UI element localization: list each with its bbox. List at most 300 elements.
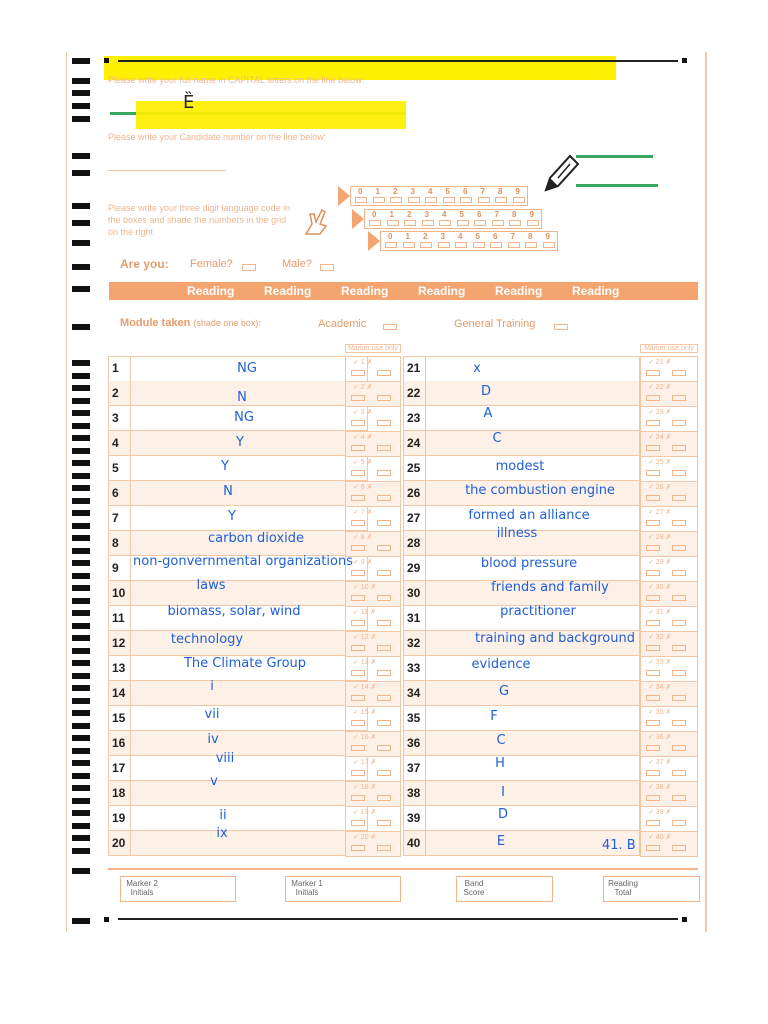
lang-digit[interactable]: 7 xyxy=(480,187,485,196)
marker-use-right: Marker use only xyxy=(640,344,698,353)
marker-tick-box[interactable] xyxy=(351,370,365,376)
question-number: 19 xyxy=(112,811,126,825)
lang-digit-box[interactable] xyxy=(373,197,385,203)
reading-total-label: Reading Total xyxy=(608,879,638,897)
answer-text[interactable]: formed an alliance xyxy=(468,508,590,523)
marker-tick-box[interactable] xyxy=(351,445,365,451)
number-divider xyxy=(425,506,426,531)
answer-text[interactable]: non-gonvernmental organizations xyxy=(133,554,353,569)
timing-mark xyxy=(72,324,90,330)
question-number: 13 xyxy=(112,661,126,675)
marker-cross-box[interactable] xyxy=(377,695,391,701)
marker-cross-box[interactable] xyxy=(672,545,686,551)
lang-digit-box[interactable] xyxy=(408,197,420,203)
answer-text[interactable]: blood pressure xyxy=(480,556,578,571)
answer-row-18 xyxy=(108,781,368,806)
marker-cross-box[interactable] xyxy=(672,645,686,651)
marker-cross-box[interactable] xyxy=(377,495,391,501)
marker-cross-box[interactable] xyxy=(672,445,686,451)
lang-digit-box[interactable] xyxy=(490,242,502,248)
marker-tick-box[interactable] xyxy=(646,670,660,676)
answer-text[interactable]: illness xyxy=(496,526,538,541)
lang-digit-box[interactable] xyxy=(438,242,450,248)
band-score-label: Band Score xyxy=(463,879,485,897)
lang-digit-box[interactable] xyxy=(543,242,555,248)
marker-tick-box[interactable] xyxy=(646,845,660,851)
marker-cell-label: ✓ 6 ✗ xyxy=(353,484,373,491)
marker-tick-box[interactable] xyxy=(351,820,365,826)
marker-cross-box[interactable] xyxy=(672,395,686,401)
marker-tick-box[interactable] xyxy=(646,820,660,826)
question-number: 28 xyxy=(407,536,421,550)
question-number: 20 xyxy=(112,836,126,850)
lang-digit[interactable]: 9 xyxy=(529,210,534,219)
lang-digit[interactable]: 6 xyxy=(493,232,498,241)
lang-digit-box[interactable] xyxy=(525,242,537,248)
number-divider xyxy=(425,681,426,706)
marker-cross-box[interactable] xyxy=(377,570,391,576)
marker-cross-box[interactable] xyxy=(672,670,686,676)
marker-tick-box[interactable] xyxy=(646,620,660,626)
timing-mark xyxy=(72,868,90,874)
number-divider xyxy=(130,531,131,556)
marker-tick-box[interactable] xyxy=(351,795,365,801)
marker-cross-box[interactable] xyxy=(672,470,686,476)
candidate-line xyxy=(108,170,226,171)
answer-text[interactable]: evidence xyxy=(471,657,531,672)
answer-text[interactable]: D xyxy=(480,384,492,399)
marker-cross-box[interactable] xyxy=(672,820,686,826)
lang-digit-box[interactable] xyxy=(369,220,381,226)
question-number: 35 xyxy=(407,711,421,725)
number-divider xyxy=(130,756,131,781)
timing-mark xyxy=(72,548,90,554)
number-divider xyxy=(425,581,426,606)
marker-cell-label: ✓ 1 ✗ xyxy=(353,359,373,366)
marker-tick-box[interactable] xyxy=(646,595,660,601)
question-number: 9 xyxy=(112,561,119,575)
answer-row-22 xyxy=(403,381,640,406)
marker-cross-box[interactable] xyxy=(672,770,686,776)
name-field-highlight xyxy=(136,101,406,129)
marker-cross-box[interactable] xyxy=(672,845,686,851)
answer-row-14 xyxy=(108,681,368,706)
page-border-right xyxy=(705,52,707,932)
marker-cross-box[interactable] xyxy=(377,470,391,476)
lang-digit-box[interactable] xyxy=(513,197,525,203)
marker-cell-label: ✓ 26 ✗ xyxy=(648,484,672,491)
general-training-label: General Training xyxy=(454,318,536,330)
lang-digit[interactable]: 2 xyxy=(423,232,428,241)
marker-tick-box[interactable] xyxy=(646,370,660,376)
marker-cell-label: ✓ 37 ✗ xyxy=(648,759,672,766)
academic-checkbox[interactable] xyxy=(383,324,397,330)
question-number: 23 xyxy=(407,411,421,425)
answer-text[interactable]: N xyxy=(223,484,233,499)
answer-text[interactable]: H xyxy=(495,756,505,771)
answer-text[interactable]: v xyxy=(210,774,218,789)
lang-digit[interactable]: 0 xyxy=(358,187,363,196)
lang-digit-box[interactable] xyxy=(355,197,367,203)
timing-mark xyxy=(72,610,90,616)
lang-digit[interactable]: 1 xyxy=(389,210,394,219)
marker-cross-box[interactable] xyxy=(377,720,391,726)
question-number: 24 xyxy=(407,436,421,450)
timing-mark xyxy=(72,410,90,416)
marker-tick-box[interactable] xyxy=(646,470,660,476)
general-training-checkbox[interactable] xyxy=(554,324,568,330)
marker-cross-box[interactable] xyxy=(672,795,686,801)
lang-digit[interactable]: 5 xyxy=(475,232,480,241)
lang-digit-box[interactable] xyxy=(390,197,402,203)
timing-mark xyxy=(72,435,90,441)
lang-digit-box[interactable] xyxy=(439,220,451,226)
marker-cell-label: ✓ 13 ✗ xyxy=(353,659,377,666)
timing-mark xyxy=(72,264,90,270)
lang-digit[interactable]: 8 xyxy=(498,187,503,196)
marker-cross-box[interactable] xyxy=(672,720,686,726)
lang-digit[interactable]: 7 xyxy=(510,232,515,241)
answer-text[interactable]: vii xyxy=(204,707,220,722)
answer-text[interactable]: practitioner xyxy=(500,604,576,619)
number-divider xyxy=(425,381,426,406)
question-number: 6 xyxy=(112,486,119,500)
timing-mark xyxy=(72,448,90,454)
lang-digit[interactable]: 3 xyxy=(424,210,429,219)
lang-digit-box[interactable] xyxy=(404,220,416,226)
lang-digit[interactable]: 9 xyxy=(515,187,520,196)
marker-tick-box[interactable] xyxy=(646,395,660,401)
lang-digit-box[interactable] xyxy=(473,242,485,248)
timing-mark xyxy=(72,798,90,804)
answer-text[interactable]: viii xyxy=(215,751,235,766)
marker-cell-label: ✓ 9 ✗ xyxy=(353,559,373,566)
timing-mark xyxy=(72,785,90,791)
answer-text[interactable]: I xyxy=(501,785,505,800)
answer-text[interactable]: Y xyxy=(221,459,229,474)
lang-digit-box[interactable] xyxy=(508,242,520,248)
marker-cross-box[interactable] xyxy=(672,495,686,501)
marker-cell-label: ✓ 20 ✗ xyxy=(353,834,377,841)
marker-cross-box[interactable] xyxy=(672,370,686,376)
lang-digit[interactable]: 5 xyxy=(459,210,464,219)
marker-cross-box[interactable] xyxy=(377,770,391,776)
answer-text[interactable]: training and background xyxy=(475,631,635,646)
marker-tick-box[interactable] xyxy=(646,570,660,576)
marker-cross-box[interactable] xyxy=(377,745,391,751)
number-divider xyxy=(425,656,426,681)
name-mark: Ȅ xyxy=(183,92,195,113)
marker-cell-label: ✓ 4 ✗ xyxy=(353,434,373,441)
lang-digit-box[interactable] xyxy=(422,220,434,226)
marker-cross-box[interactable] xyxy=(672,595,686,601)
marker-cross-box[interactable] xyxy=(377,370,391,376)
marker-cell-label: ✓ 10 ✗ xyxy=(353,584,377,591)
timing-mark xyxy=(72,523,90,529)
marker-cross-box[interactable] xyxy=(377,670,391,676)
timing-mark xyxy=(72,170,90,176)
timing-mark xyxy=(72,835,90,841)
question-number: 37 xyxy=(407,761,421,775)
answer-text[interactable]: technology xyxy=(170,632,244,647)
number-divider xyxy=(425,756,426,781)
timing-mark xyxy=(72,848,90,854)
marker-cross-box[interactable] xyxy=(377,520,391,526)
timing-mark xyxy=(72,90,90,96)
marker-tick-box[interactable] xyxy=(351,695,365,701)
lang-digit-box[interactable] xyxy=(460,197,472,203)
answer-text[interactable]: modest xyxy=(495,459,545,474)
answer-text[interactable]: i xyxy=(210,679,214,694)
lang-digit[interactable]: 8 xyxy=(528,232,533,241)
lang-digit[interactable]: 4 xyxy=(458,232,463,241)
marker-cell-label: ✓ 40 ✗ xyxy=(648,834,672,841)
marker-tick-box[interactable] xyxy=(351,470,365,476)
marker-cross-box[interactable] xyxy=(672,570,686,576)
marker-tick-box[interactable] xyxy=(351,670,365,676)
lang-instruction: Please write your three digit language code in the boxes and shade the numbers in the grid on the right xyxy=(108,203,291,237)
marker-cell-label: ✓ 11 ✗ xyxy=(353,609,376,616)
marker-cross-box[interactable] xyxy=(377,845,391,851)
question-number: 25 xyxy=(407,461,421,475)
lang-digit[interactable]: 2 xyxy=(407,210,412,219)
marker-cell-label: ✓ 7 ✗ xyxy=(353,509,373,516)
answer-text[interactable]: NG xyxy=(234,410,254,425)
marker-tick-box[interactable] xyxy=(351,845,365,851)
marker-tick-box[interactable] xyxy=(646,420,660,426)
top-rule xyxy=(118,60,678,62)
number-divider xyxy=(425,631,426,656)
lang-digit[interactable]: 2 xyxy=(393,187,398,196)
male-checkbox[interactable] xyxy=(320,264,334,271)
answer-text[interactable]: N xyxy=(237,390,247,405)
marker-cross-box[interactable] xyxy=(377,545,391,551)
lang-digit-box[interactable] xyxy=(425,197,437,203)
marker-use-left: Marker use only xyxy=(345,344,401,353)
lang-digit-box[interactable] xyxy=(474,220,486,226)
banner-label: Reading xyxy=(187,284,235,298)
number-divider xyxy=(425,806,426,831)
marker-cross-box[interactable] xyxy=(377,795,391,801)
marker-cross-box[interactable] xyxy=(672,695,686,701)
marker-cell-label: ✓ 32 ✗ xyxy=(648,634,672,641)
answer-text[interactable]: NG xyxy=(237,361,257,376)
timing-mark xyxy=(72,535,90,541)
marker-tick-box[interactable] xyxy=(351,720,365,726)
marker-tick-box[interactable] xyxy=(646,695,660,701)
answer-text[interactable]: biomass, solar, wind xyxy=(167,604,301,619)
answer-text[interactable]: E xyxy=(496,834,506,849)
timing-mark xyxy=(72,710,90,716)
question-number: 1 xyxy=(112,361,119,375)
marker-cross-box[interactable] xyxy=(377,445,391,451)
marker-cell-label: ✓ 16 ✗ xyxy=(353,734,377,741)
female-label: Female? xyxy=(190,258,233,270)
lang-digit[interactable]: 1 xyxy=(375,187,380,196)
lang-digit[interactable]: 4 xyxy=(428,187,433,196)
number-divider xyxy=(425,706,426,731)
academic-label: Academic xyxy=(318,318,367,330)
lang-digit-box[interactable] xyxy=(527,220,539,226)
lang-digit[interactable]: 4 xyxy=(442,210,447,219)
marker-tick-box[interactable] xyxy=(351,645,365,651)
timing-mark xyxy=(72,748,90,754)
marker-cross-box[interactable] xyxy=(377,645,391,651)
timing-mark xyxy=(72,373,90,379)
question-number: 31 xyxy=(407,611,421,625)
lang-digit-box[interactable] xyxy=(387,220,399,226)
number-divider xyxy=(425,481,426,506)
marker-cross-box[interactable] xyxy=(377,620,391,626)
answer-text[interactable]: x xyxy=(473,361,481,376)
module-label-text: Module taken xyxy=(120,317,191,329)
corner-mark-bl xyxy=(104,917,109,922)
marker-tick-box[interactable] xyxy=(351,620,365,626)
lang-digit[interactable]: 0 xyxy=(372,210,377,219)
lang-digit-box[interactable] xyxy=(492,220,504,226)
answer-text[interactable]: Y xyxy=(228,509,236,524)
answer-row-6 xyxy=(108,481,368,506)
answer-text[interactable]: ii xyxy=(219,808,227,823)
marker-cell-label: ✓ 31 ✗ xyxy=(648,609,672,616)
answer-row-39 xyxy=(403,806,640,831)
answer-text[interactable]: C xyxy=(496,733,506,748)
timing-mark xyxy=(72,473,90,479)
number-divider xyxy=(130,381,131,406)
question-number: 15 xyxy=(112,711,126,725)
lang-digit-box[interactable] xyxy=(403,242,415,248)
marker-cross-box[interactable] xyxy=(377,420,391,426)
answer-text[interactable]: G xyxy=(498,684,510,699)
answer-text[interactable]: D xyxy=(497,807,509,822)
timing-mark xyxy=(72,773,90,779)
answer-text[interactable]: Y xyxy=(236,435,244,450)
marker-tick-box[interactable] xyxy=(351,395,365,401)
answer-row-21 xyxy=(403,356,640,382)
answer-text[interactable]: F xyxy=(490,709,498,724)
marker-tick-box[interactable] xyxy=(646,445,660,451)
number-divider xyxy=(425,831,426,856)
number-divider xyxy=(425,606,426,631)
marker-cross-box[interactable] xyxy=(672,745,686,751)
question-number: 30 xyxy=(407,586,421,600)
question-number: 12 xyxy=(112,636,126,650)
marker-cross-box[interactable] xyxy=(672,520,686,526)
number-divider xyxy=(130,706,131,731)
marker-tick-box[interactable] xyxy=(646,795,660,801)
question-number: 36 xyxy=(407,736,421,750)
question-number: 3 xyxy=(112,411,119,425)
answer-text[interactable]: C xyxy=(492,431,502,446)
timing-mark xyxy=(72,760,90,766)
marker-cross-box[interactable] xyxy=(377,820,391,826)
lang-digit-box[interactable] xyxy=(443,197,455,203)
marker-tick-box[interactable] xyxy=(351,520,365,526)
answer-text[interactable]: A xyxy=(483,406,493,421)
marker-tick-box[interactable] xyxy=(351,595,365,601)
marker-cell-label: ✓ 35 ✗ xyxy=(648,709,672,716)
lang-digit-box[interactable] xyxy=(385,242,397,248)
answer-row-20 xyxy=(108,831,368,856)
lang-digit-box[interactable] xyxy=(455,242,467,248)
marker-tick-box[interactable] xyxy=(646,545,660,551)
lang-digit[interactable]: 1 xyxy=(405,232,410,241)
page-border-left xyxy=(66,52,67,932)
answer-text[interactable]: laws xyxy=(196,578,226,593)
answer-row-7 xyxy=(108,506,368,531)
marker2-label: Marker 2 Initials xyxy=(126,879,158,897)
marker-tick-box[interactable] xyxy=(351,570,365,576)
question-number: 29 xyxy=(407,561,421,575)
answer-row-23 xyxy=(403,406,640,431)
marker-tick-box[interactable] xyxy=(351,420,365,426)
timing-mark xyxy=(72,485,90,491)
lang-digit[interactable]: 6 xyxy=(463,187,468,196)
answer-text[interactable]: friends and family xyxy=(491,580,609,595)
lang-digit[interactable]: 9 xyxy=(545,232,550,241)
answer-text[interactable]: The Climate Group xyxy=(183,656,307,671)
marker-cell-label: ✓ 39 ✗ xyxy=(648,809,672,816)
marker-cell-label: ✓ 2 ✗ xyxy=(353,384,373,391)
lang-digit[interactable]: 0 xyxy=(388,232,393,241)
marker-cross-box[interactable] xyxy=(672,420,686,426)
timing-mark xyxy=(72,423,90,429)
marker-tick-box[interactable] xyxy=(646,745,660,751)
marker-tick-box[interactable] xyxy=(646,495,660,501)
lang-digit[interactable]: 5 xyxy=(445,187,450,196)
lang-digit[interactable]: 6 xyxy=(477,210,482,219)
answer-row-24 xyxy=(403,431,640,456)
answer-text[interactable]: ix xyxy=(216,826,228,841)
female-checkbox[interactable] xyxy=(242,264,256,271)
number-divider xyxy=(425,406,426,431)
lang-digit[interactable]: 7 xyxy=(494,210,499,219)
marker-tick-box[interactable] xyxy=(646,645,660,651)
marker-tick-box[interactable] xyxy=(646,720,660,726)
lang-digit-box[interactable] xyxy=(509,220,521,226)
marker-tick-box[interactable] xyxy=(351,745,365,751)
marker-cross-box[interactable] xyxy=(377,395,391,401)
marker-tick-box[interactable] xyxy=(646,520,660,526)
question-number: 11 xyxy=(112,611,125,625)
marker-tick-box[interactable] xyxy=(351,545,365,551)
lang-digit-box[interactable] xyxy=(420,242,432,248)
lang-digit-box[interactable] xyxy=(495,197,507,203)
timing-mark xyxy=(72,673,90,679)
banner-label: Reading xyxy=(572,284,620,298)
lang-digit[interactable]: 3 xyxy=(440,232,445,241)
timing-mark xyxy=(72,598,90,604)
timing-mark xyxy=(72,623,90,629)
answer-text[interactable]: carbon dioxide xyxy=(207,531,305,546)
marker-tick-box[interactable] xyxy=(351,770,365,776)
lang-digit[interactable]: 3 xyxy=(410,187,415,196)
marker-cell-label: ✓ 22 ✗ xyxy=(648,384,672,391)
marker-tick-box[interactable] xyxy=(351,495,365,501)
answer-text[interactable]: the combustion engine xyxy=(465,483,615,498)
number-divider xyxy=(425,356,426,381)
answer-text[interactable]: iv xyxy=(207,732,219,747)
question-number: 16 xyxy=(112,736,126,750)
timing-mark xyxy=(72,220,90,226)
marker-cross-box[interactable] xyxy=(672,620,686,626)
lang-digit[interactable]: 8 xyxy=(512,210,517,219)
lang-digit-box[interactable] xyxy=(478,197,490,203)
number-divider xyxy=(130,506,131,531)
marker-cross-box[interactable] xyxy=(377,595,391,601)
marker-tick-box[interactable] xyxy=(646,770,660,776)
lang-digit-box[interactable] xyxy=(457,220,469,226)
